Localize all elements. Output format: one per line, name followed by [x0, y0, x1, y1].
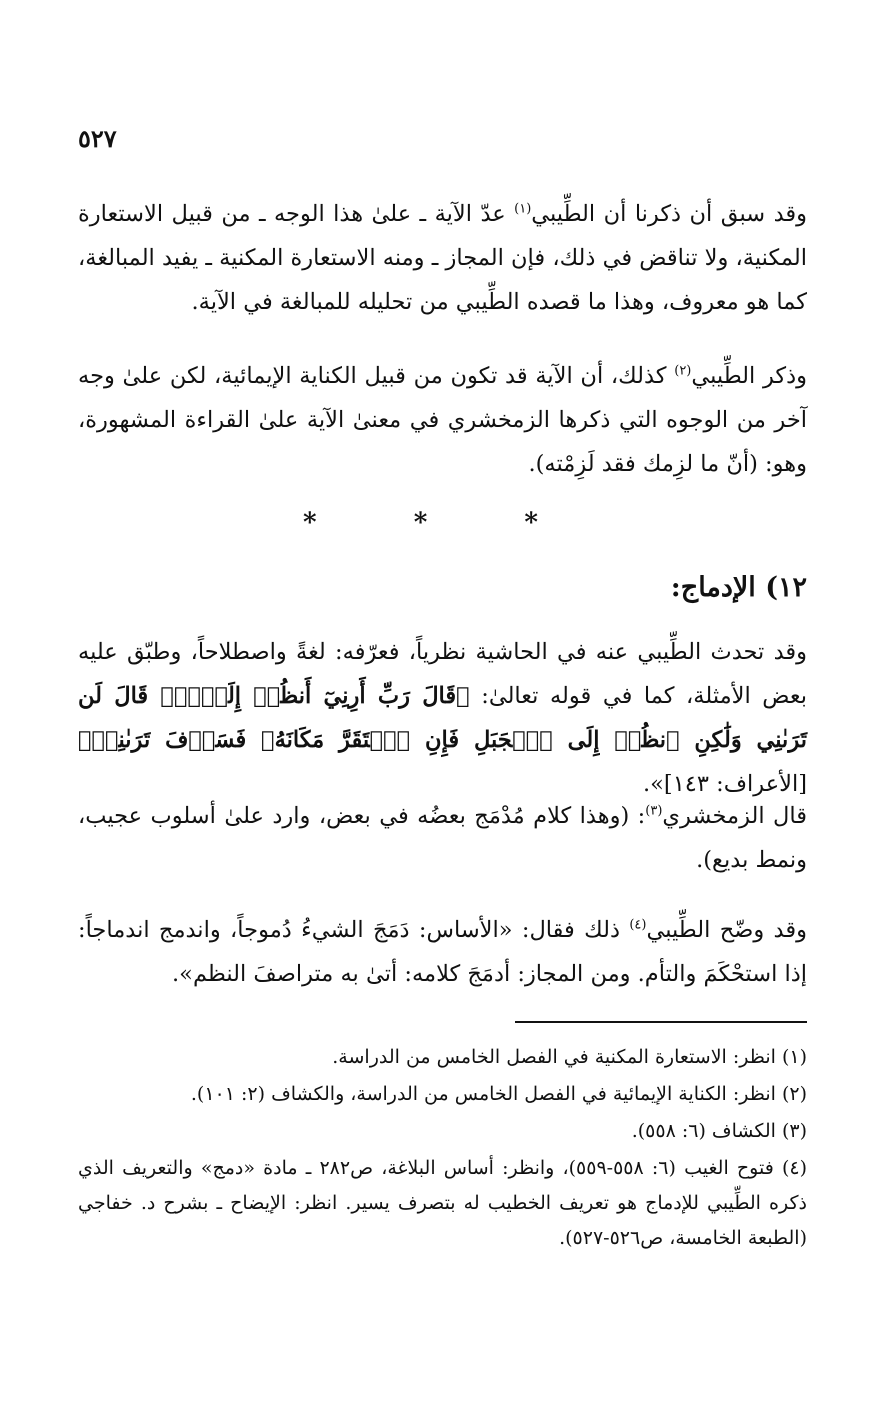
page-number: ٥٢٧ [78, 124, 117, 153]
paragraph-3-text-b: [الأعراف: ١٤٣]». [643, 771, 807, 797]
paragraph-1 [78, 192, 807, 324]
paragraph-4-text-b: : (وهذا كلام مُدْمَج بعضُه في بعض، وارد علىٰ أسلوب عجيب، ونمط بديع). [78, 803, 807, 873]
footnote-1: (١) انظر: الاستعارة المكنية في الفصل الخامس من الدراسة. [332, 1046, 807, 1068]
footnote-3: (٣) الكشاف (٦: ٥٥٨). [631, 1120, 807, 1142]
paragraph-2-text-b: كذلك، أن الآية قد تكون من قبيل الكناية الإيمائية، لكن علىٰ وجه آخر من الوجوه التي ذكرها الزمخشري في معنىٰ الآية علىٰ القراءة المشهورة، وهو: (أنّ ما لزِمك فقد لَزِمْته). [78, 363, 807, 477]
footnote-divider [515, 1021, 807, 1023]
footnote-ref-1[interactable]: (١) [514, 201, 532, 217]
paragraph-4-text-a: قال الزمخشري [662, 803, 807, 829]
paragraph-4 [78, 794, 807, 882]
paragraph-5-text-b: ذلك فقال: «الأساس: دَمَجَ الشيءُ دُموجاً، واندمج اندماجاً: إذا استحْكَمَ والتأم. ومن المجاز: أدمَجَ كلامه: أتىٰ به متراصفَ النظم». [78, 917, 807, 987]
paragraph-5 [78, 908, 807, 996]
paragraph-1-text-a: وقد سبق أن ذكرنا أن الطِّيبي [531, 201, 808, 227]
paragraph-2 [78, 354, 807, 486]
footnotes-list [78, 1040, 807, 1258]
paragraph-2-text-a: وذكر الطِّيبي [691, 363, 807, 389]
paragraph-5-text-a: وقد وضّح الطِّيبي [646, 917, 807, 943]
footnote-ref-3[interactable]: (٣) [645, 803, 663, 819]
quran-verse: ﴿قَالَ رَبِّ أَرِنِيٓ أَنظُرۡ إِلَيۡكَۚ قَالَ لَن تَرَىٰنِي وَلَٰكِنِ ٱنظُرۡ إِلَى ٱلۡجَبَلِ فَإِنِ ٱسۡتَقَرَّ مَكَانَهُۥ فَسَوۡفَ تَرَىٰنِيۚ﴾ [78, 683, 807, 753]
paragraph-3-text-a: وقد تحدث الطِّيبي عنه في الحاشية نظرياً، فعرّفه: لغةً واصطلاحاً، وطبّق عليه بعض الأمثلة، كما في قوله تعالىٰ: [78, 639, 807, 709]
footnote-ref-2[interactable]: (٢) [674, 363, 692, 379]
section-heading: ١٢) الإدماج: [670, 572, 807, 603]
section-separator: * * * [303, 508, 582, 538]
footnote-2: (٢) انظر: الكناية الإيمائية في الفصل الخامس من الدراسة، والكشاف (٢: ١٠١). [190, 1083, 807, 1105]
footnote-4: (٤) فتوح الغيب (٦: ٥٥٨-٥٥٩)، وانظر: أساس البلاغة، ص٢٨٢ ـ مادة «دمج» والتعريف الذي ذكره الطِّيبي للإدماج هو تعريف الخطيب له بتصرف يسير. انظر: الإيضاح ـ بشرح د. خفاجي (الطبعة الخامسة، ص٥٢٦-٥٢٧). [78, 1157, 808, 1249]
footnote-ref-4[interactable]: (٤) [629, 917, 647, 933]
paragraph-3 [78, 630, 807, 806]
paragraph-1-text-b: عدّ الآية ـ علىٰ هذا الوجه ـ من قبيل الاستعارة المكنية، ولا تناقض في ذلك، فإن المجاز ـ ومنه الاستعارة المكنية ـ يفيد المبالغة، كما هو معروف، وهذا ما قصده الطِّيبي من تحليله للمبالغة في الآية. [78, 201, 807, 315]
